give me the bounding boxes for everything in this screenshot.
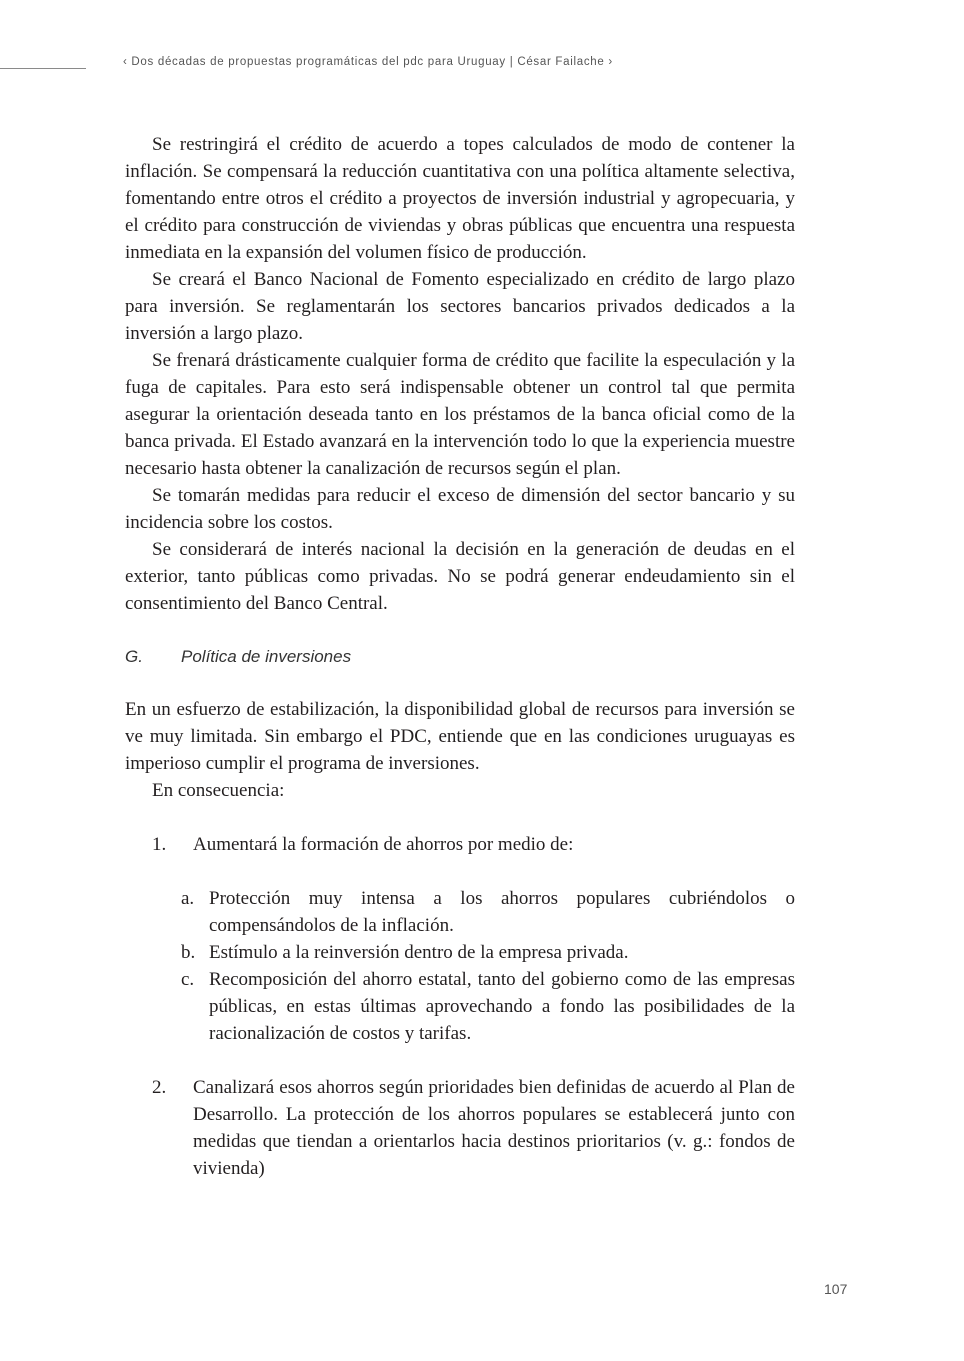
paragraph: Se restringirá el crédito de acuerdo a topes calculados de modo de contener la inflación. Se compensará la reducción cuantitativa con una política altamente selectiva, fomentando entre otros el crédito a proyectos de inversión industrial y agropecuaria, y el crédito para construcción de viviendas y obras públicas que encuentra una respuesta inmediata en la expansión del volumen físico de producción. [125,134,795,263]
sublist-letter: b. [181,942,196,963]
sublist-item [181,966,795,1047]
header-rule [0,68,86,69]
paragraph: Se frenará drásticamente cualquier forma de crédito que facilite la especulación y la fuga de capitales. Para esto será indispensable obtener un control tal que permita asegurar la orientación deseada tanto en los préstamos de la banca oficial como de la banca privada. El Estado avanzará en la intervención todo lo que la experiencia muestre necesario hasta obtener la canalización de recursos según el plan. [125,350,795,479]
intro-paragraph: En un esfuerzo de estabilización, la disponibilidad global de recursos para inversión se ve muy limitada. Sin embargo el PDC, entiende que en las condiciones uruguayas es imperioso cumplir el programa de inversiones. [125,699,795,774]
consequence-paragraph: En consecuencia: [152,780,285,801]
running-header: ‹ Dos décadas de propuestas programáticas del pdc para Uruguay | César Failache › [123,56,613,68]
sublist-text: Estímulo a la reinversión dentro de la empresa privada. [209,942,629,963]
item-number: 2. [152,1077,167,1098]
sublist-item [181,939,795,966]
section-letter: G. [125,647,143,666]
sublist-item [181,885,795,939]
sublist-text: Recomposición del ahorro estatal, tanto del gobierno como de las empresas públicas, en estas últimas aprovechando a fondo las posibilidades de la racionalización de costos y tarifas. [209,969,795,1044]
item-text: Canalizará esos ahorros según prioridades bien definidas de acuerdo al Plan de Desarrollo. La protección de los ahorros populares se establecerá junto con medidas que tiendan a orientarlos hacia destinos prioritarios (v. g.: fondos de vivienda) [193,1077,795,1179]
section-title: Política de inversiones [181,647,352,666]
sublist-letter: a. [181,888,195,909]
paragraph: Se tomarán medidas para reducir el exceso de dimensión del sector bancario y su incidencia sobre los costos. [125,485,795,533]
numbered-item [152,1074,795,1182]
item-text: Aumentará la formación de ahorros por medio de: [193,834,574,855]
section-heading [125,643,795,670]
page-number: 107 [824,1281,848,1297]
item-number: 1. [152,834,167,855]
sublist [181,885,795,1047]
sublist-text: Protección muy intensa a los ahorros populares cubriéndolos o compensándolos de la inflación. [209,888,795,936]
body-text [125,131,795,1182]
paragraph: Se considerará de interés nacional la decisión en la generación de deudas en el exterior, tanto públicas como privadas. No se podrá generar endeudamiento sin el consentimiento del Banco Central. [125,539,795,614]
numbered-item [152,831,795,858]
sublist-letter: c. [181,969,195,990]
paragraph: Se creará el Banco Nacional de Fomento especializado en crédito de largo plazo para inversión. Se reglamentarán los sectores bancarios privados dedicados a la inversión a largo plazo. [125,269,795,344]
